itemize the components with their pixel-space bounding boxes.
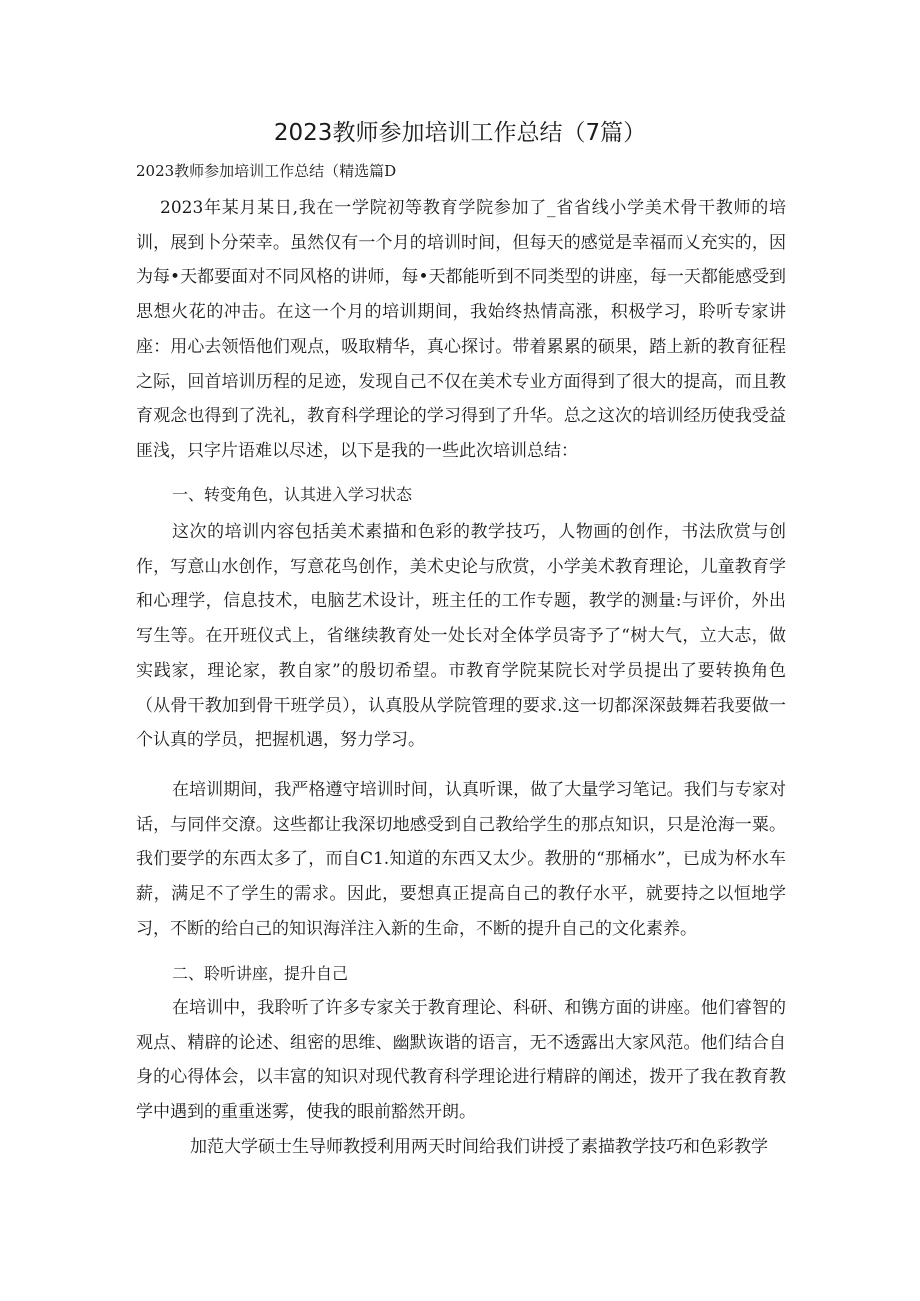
section-heading-1: 一、转变角色，认其进入学习状态 — [172, 485, 413, 504]
paragraph-professor: 加范大学硕士生导师教授利用两天时间给我们讲授了素描教学技巧和色彩教学 — [190, 1137, 768, 1157]
document-subtitle: 2023教师参加培训工作总结（精选篇D — [136, 162, 397, 180]
paragraph-training-content: 这次的培训内容包括美术素描和色彩的教学技巧，人物画的创作，书法欣赏与创作，写意山水创作，写意花鸟创作，美术史论与欣赏，小学美术教育理论，儿童教育学和心理学，信息技术，电脑艺术设计，班主任的工作专题，教学的测量:与评价，外出写生等。在开班仪式上，省继续教育处一处长对全体学员寄予了“树大气，立大志，做实践家，理论家，教自家”的殷切希望。市教育学院某院长对学员提出了要转换角色（从骨干教加到骨干班学员），认真股从学院管理的要求.这一切都深深鼓舞若我要做一个认真的学员，把握机遇，努力学习。 — [136, 522, 786, 751]
paragraph-intro: 2023年某月某日,我在一学院初等教育学院参加了_省省线小学美术骨干教师的培训，展到卜分荣幸。虽然仅有一个月的培训时间，但每天的感觉是幸福而乂充实的，因为每•天都要面对不同风格的讲师，每•天都能听到不同类型的讲座，每一天都能感受到思想火花的冲击。在这一个月的培训期间，我始终热情高涨，积极学习，聆听专家讲座：用心去领悟他们观点，吸取精华，真心探讨。带着累累的硕果，踏上新的教育征程之际，回首培训历程的足迹，发现自己不仅在美术专业方面得到了很大的提高，而且教育观念也得到了洗礼，教育科学理论的学习得到了升华。总之这次的培训经历使我受益匪浅，只字片语难以尽述，以下是我的一些此次培训总结： — [136, 198, 786, 461]
section-heading-2: 二、聆听讲座，提升自己 — [172, 964, 349, 983]
paragraph-lectures: 在培训中，我聆听了许多专家关于教育理论、科研、和镌方面的讲座。他们睿智的观点、精辟的论述、组密的思维、幽默诙谐的语言，无不透露出大家风范。他们结合自身的心得体会，以丰富的知识对现代教育科学理论进行精辟的阐述，拨开了我在教育教学中遇到的重重迷雾，使我的眼前豁然开朗。 — [136, 998, 786, 1123]
document-title: 2023教师参加培训工作总结（7篇） — [273, 120, 647, 146]
paragraph-training-period: 在培训期间，我严格遵守培训时间，认真听课，做了大量学习笔记。我们与专家对话，与同伴交潦。这些都让我深切地感受到自己教给学生的那点知识，只是沧海一粟。我们要学的东西太多了，而自C1.知道的东西又太少。教册的“那桶水”，已成为杯水车薪，满足不了学生的需求。因此，要想真正提高自己的教仔水平，就要持之以恒地学习，不断的给白己的知识海洋注入新的生命，不断的提升自己的文化素养。 — [136, 780, 786, 939]
